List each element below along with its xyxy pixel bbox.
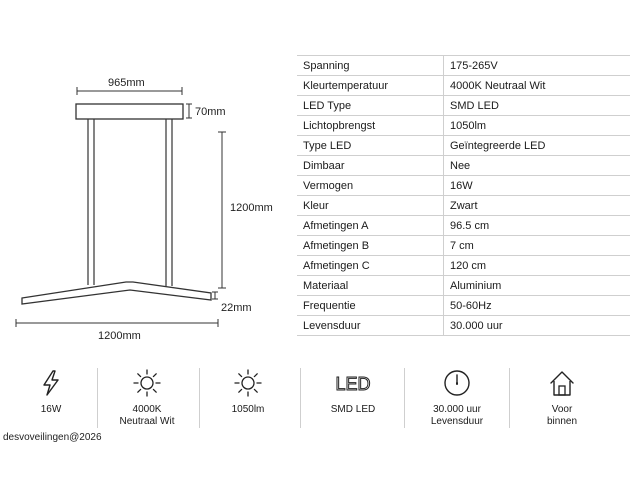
spec-value: 4000K Neutraal Wit: [444, 76, 631, 96]
dimension-width-bottom: 1200mm: [98, 330, 141, 342]
sun-icon: [233, 368, 263, 398]
dimension-width-top: 965mm: [108, 77, 145, 89]
feature-sublabel: binnen: [546, 416, 578, 427]
spec-row: [297, 216, 630, 236]
spec-row: [297, 136, 630, 156]
spec-row: [297, 76, 630, 96]
feature-label: 1050lm: [231, 404, 265, 415]
led-icon-text: LED: [335, 374, 371, 394]
spec-value: 30.000 uur: [444, 316, 631, 336]
feature-divider: [509, 368, 510, 428]
feature-color-temperature: [97, 362, 197, 440]
feature-label: 30.000 uur: [433, 404, 481, 415]
feature-power: [1, 362, 101, 440]
spec-label: Lichtopbrengst: [297, 116, 444, 136]
feature-led-type: [303, 362, 403, 440]
spec-value: 1050lm: [444, 116, 631, 136]
spec-label: Dimbaar: [297, 156, 444, 176]
feature-label: SMD LED: [330, 404, 376, 415]
feature-sublabel: Levensduur: [430, 416, 484, 427]
feature-indoor: [512, 362, 612, 440]
led-icon: [333, 368, 373, 398]
spec-row: [297, 256, 630, 276]
spec-label: Materiaal: [297, 276, 444, 296]
spec-value: 175-265V: [444, 56, 631, 76]
spec-row: [297, 296, 630, 316]
spec-value: Aluminium: [444, 276, 631, 296]
spec-label: Afmetingen C: [297, 256, 444, 276]
feature-lifespan: [407, 362, 507, 440]
feature-label: Voor: [551, 404, 573, 415]
spec-row: [297, 56, 630, 76]
feature-icons-row: [0, 362, 640, 440]
feature-divider: [404, 368, 405, 428]
spec-label: Afmetingen A: [297, 216, 444, 236]
spec-label: Vermogen: [297, 176, 444, 196]
spec-value: 16W: [444, 176, 631, 196]
dimension-height-bottom: 22mm: [221, 302, 252, 314]
feature-label: 4000K: [132, 404, 162, 415]
spec-value: Nee: [444, 156, 631, 176]
feature-divider: [300, 368, 301, 428]
dimension-height-total: 1200mm: [230, 202, 273, 214]
feature-lumen: [198, 362, 298, 440]
watermark-text: desvoveilingen@2026: [3, 432, 102, 443]
spec-value: 96.5 cm: [444, 216, 631, 236]
spec-row: [297, 196, 630, 216]
lightning-icon: [36, 368, 66, 398]
spec-row: [297, 276, 630, 296]
spec-value: Zwart: [444, 196, 631, 216]
spec-row: [297, 236, 630, 256]
spec-row: [297, 176, 630, 196]
specification-table: [297, 55, 630, 336]
spec-row: [297, 316, 630, 336]
spec-label: Levensduur: [297, 316, 444, 336]
spec-row: [297, 96, 630, 116]
feature-label: 16W: [40, 404, 62, 415]
spec-label: LED Type: [297, 96, 444, 116]
spec-label: Spanning: [297, 56, 444, 76]
spec-value: 50-60Hz: [444, 296, 631, 316]
feature-sublabel: Neutraal Wit: [119, 416, 175, 427]
lamp-drawing: [0, 0, 290, 350]
house-icon: [547, 368, 577, 398]
spec-label: Frequentie: [297, 296, 444, 316]
spec-label: Afmetingen B: [297, 236, 444, 256]
lamp-dimension-diagram: [0, 0, 290, 350]
spec-value: 120 cm: [444, 256, 631, 276]
clock-icon: [442, 368, 472, 398]
spec-value: SMD LED: [444, 96, 631, 116]
sun-icon: [132, 368, 162, 398]
spec-value: 7 cm: [444, 236, 631, 256]
spec-label: Type LED: [297, 136, 444, 156]
spec-label: Kleur: [297, 196, 444, 216]
spec-label: Kleurtemperatuur: [297, 76, 444, 96]
spec-row: [297, 156, 630, 176]
spec-value: Geïntegreerde LED: [444, 136, 631, 156]
dimension-height-top: 70mm: [195, 106, 226, 118]
spec-row: [297, 116, 630, 136]
